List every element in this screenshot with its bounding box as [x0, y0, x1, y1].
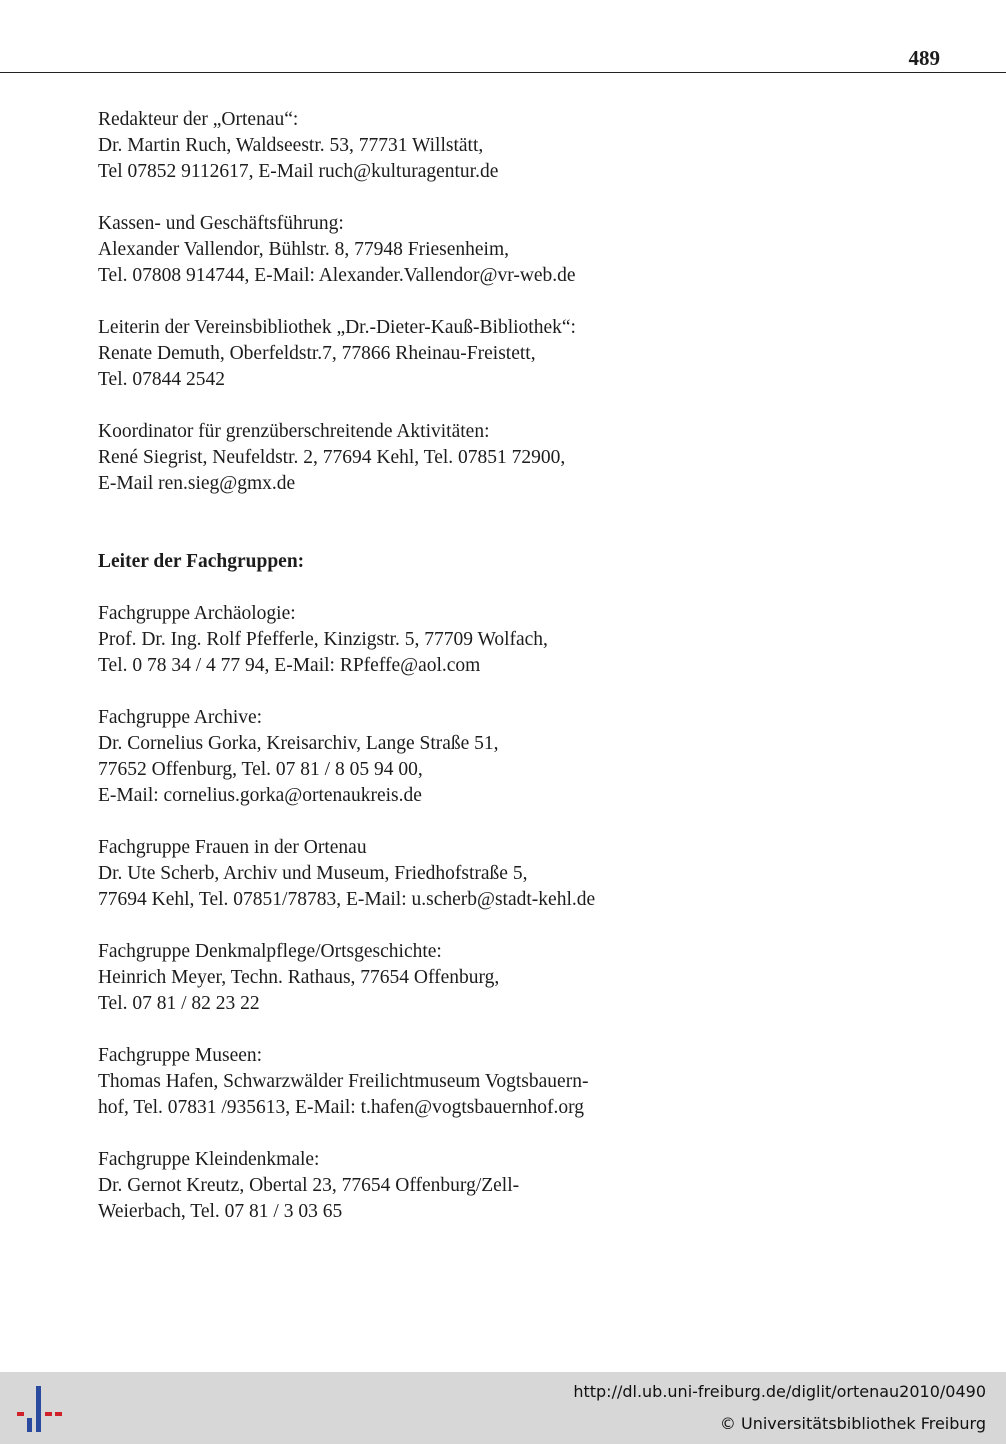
- contact-block: [98, 419, 718, 497]
- block-line: E-Mail: cornelius.gorka@ortenaukreis.de: [98, 785, 422, 806]
- block-line: 77694 Kehl, Tel. 07851/78783, E-Mail: u.scherb@stadt-kehl.de: [98, 889, 596, 910]
- fachgruppe-block: [98, 835, 718, 913]
- block-title: Leiterin der Vereinsbibliothek „Dr.-Dieter-Kauß-Bibliothek“:: [98, 317, 576, 338]
- block-title: Kassen- und Geschäftsführung:: [98, 213, 344, 234]
- block-line: Dr. Gernot Kreutz, Obertal 23, 77654 Offenburg/Zell-: [98, 1175, 520, 1196]
- fachgruppe-block: [98, 705, 718, 809]
- ub-freiburg-logo-icon: [14, 1384, 66, 1434]
- footer-bar: [0, 1372, 1006, 1444]
- block-line: Tel. 07844 2542: [98, 369, 225, 390]
- block-title: Fachgruppe Museen:: [98, 1045, 263, 1066]
- block-line: Dr. Ute Scherb, Archiv und Museum, Friedhofstraße 5,: [98, 863, 528, 884]
- section-heading: Leiter der Fachgruppen:: [98, 551, 305, 572]
- block-title: Fachgruppe Kleindenkmale:: [98, 1149, 320, 1170]
- block-line: Alexander Vallendor, Bühlstr. 8, 77948 Friesenheim,: [98, 239, 510, 260]
- block-line: Heinrich Meyer, Techn. Rathaus, 77654 Offenburg,: [98, 967, 500, 988]
- block-title: Redakteur der „Ortenau“:: [98, 109, 299, 130]
- page-number: 489: [908, 46, 940, 70]
- fachgruppe-block: [98, 1043, 718, 1121]
- block-line: 77652 Offenburg, Tel. 07 81 / 8 05 94 00,: [98, 759, 423, 780]
- contact-block: [98, 211, 718, 289]
- block-line: René Siegrist, Neufeldstr. 2, 77694 Kehl, Tel. 07851 72900,: [98, 447, 566, 468]
- contacts-section: [98, 107, 718, 497]
- header-rule: [0, 72, 1006, 73]
- footer-copyright: © Universitätsbibliothek Freiburg: [719, 1414, 986, 1433]
- block-line: Prof. Dr. Ing. Rolf Pfefferle, Kinzigstr. 5, 77709 Wolfach,: [98, 629, 548, 650]
- block-title: Fachgruppe Archäologie:: [98, 603, 296, 624]
- block-line: E-Mail ren.sieg@gmx.de: [98, 473, 296, 494]
- fachgruppe-block: [98, 939, 718, 1017]
- block-title: Fachgruppe Archive:: [98, 707, 263, 728]
- block-line: Weierbach, Tel. 07 81 / 3 03 65: [98, 1201, 343, 1222]
- block-title: Fachgruppe Frauen in der Ortenau: [98, 837, 367, 858]
- block-line: Tel. 0 78 34 / 4 77 94, E-Mail: RPfeffe@aol.com: [98, 655, 481, 676]
- block-line: Thomas Hafen, Schwarzwälder Freilichtmuseum Vogtsbauern-: [98, 1071, 589, 1092]
- fachgruppe-block: [98, 1147, 718, 1225]
- fachgruppe-block: [98, 601, 718, 679]
- page-content: [98, 107, 718, 1251]
- block-line: Renate Demuth, Oberfeldstr.7, 77866 Rheinau-Freistett,: [98, 343, 536, 364]
- block-title: Fachgruppe Denkmalpflege/Ortsgeschichte:: [98, 941, 442, 962]
- block-line: hof, Tel. 07831 /935613, E-Mail: t.hafen@vogtsbauernhof.org: [98, 1097, 584, 1118]
- block-title: Koordinator für grenzüberschreitende Aktivitäten:: [98, 421, 490, 442]
- fachgruppen-section: [98, 601, 718, 1225]
- block-line: Tel. 07 81 / 82 23 22: [98, 993, 260, 1014]
- contact-block: [98, 107, 718, 185]
- contact-block: [98, 315, 718, 393]
- block-line: Dr. Cornelius Gorka, Kreisarchiv, Lange Straße 51,: [98, 733, 499, 754]
- block-line: Tel. 07808 914744, E-Mail: Alexander.Vallendor@vr-web.de: [98, 265, 576, 286]
- footer-url-link[interactable]: http://dl.ub.uni-freiburg.de/diglit/ortenau2010/0490: [573, 1382, 986, 1401]
- block-line: Dr. Martin Ruch, Waldseestr. 53, 77731 Willstätt,: [98, 135, 484, 156]
- block-line: Tel 07852 9112617, E-Mail ruch@kulturagentur.de: [98, 161, 499, 182]
